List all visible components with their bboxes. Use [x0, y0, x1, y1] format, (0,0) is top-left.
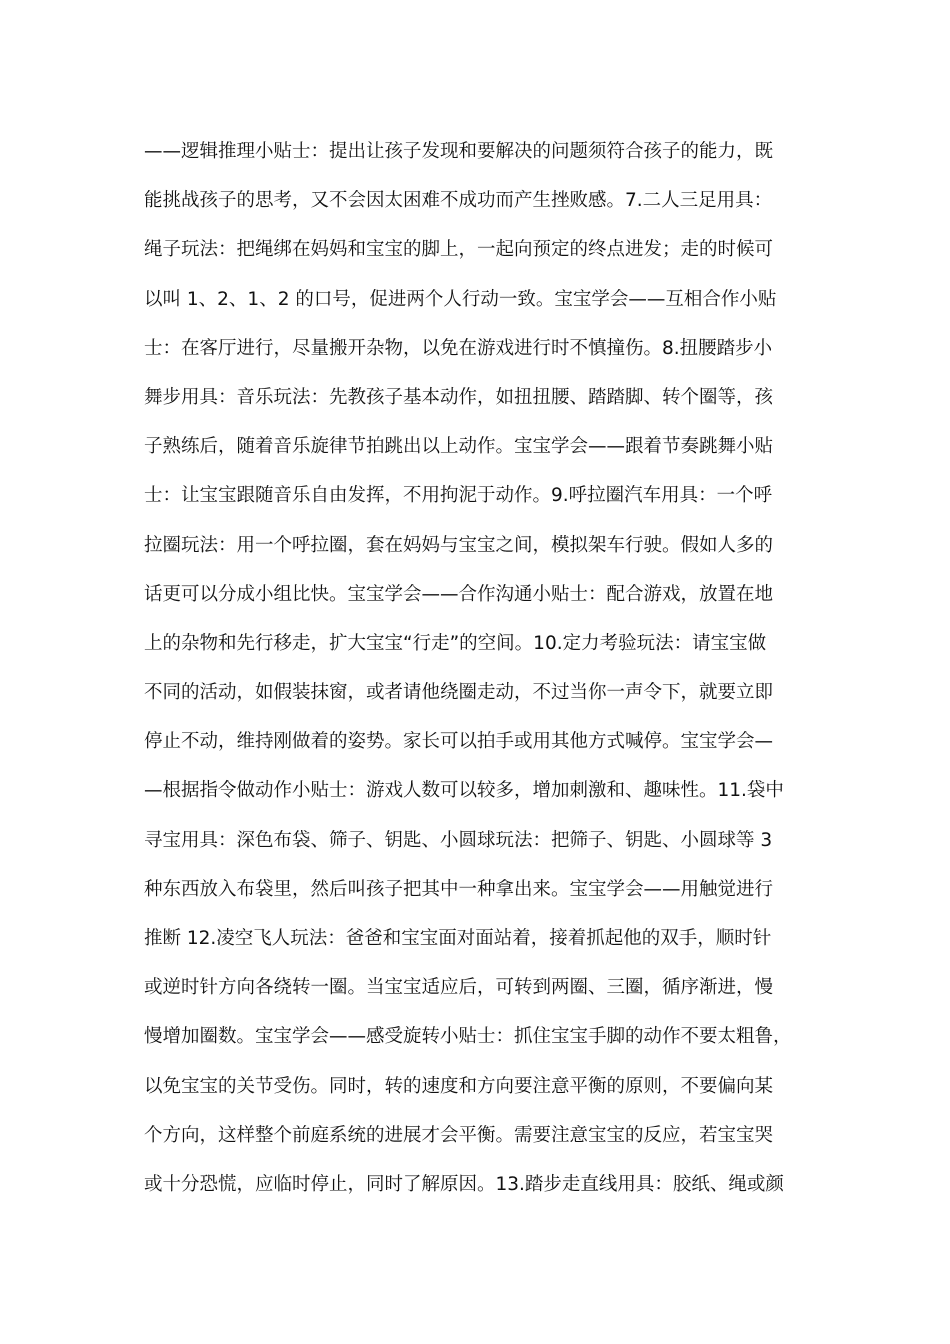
text-line: 能挑战孩子的思考，又不会因太困难不成功而产生挫败感。7.二人三足用具：	[144, 190, 773, 212]
text-line: 士：在客厅进行，尽量搬开杂物，以免在游戏进行时不慎撞伤。8.扭腰踏步小	[144, 337, 773, 359]
text-line: 个方向，这样整个前庭系统的进展才会平衡。需要注意宝宝的反应，若宝宝哭	[144, 1124, 774, 1146]
text-line: ——逻辑推理小贴士：提出让孩子发现和要解决的问题须符合孩子的能力，既	[144, 141, 774, 162]
text-line: 或逆时针方向各绕转一圈。当宝宝适应后，可转到两圈、三圈，循序渐进，慢	[144, 977, 774, 999]
text-line: 停止不动，维持刚做着的姿势。家长可以拍手或用其他方式喊停。宝宝学会—	[144, 731, 774, 753]
text-line: 慢增加圈数。宝宝学会——感受旋转小贴士：抓住宝宝手脚的动作不要太粗鲁，	[144, 1026, 792, 1048]
text-line: 舞步用具：音乐玩法：先教孩子基本动作，如扭扭腰、踏踏脚、转个圈等，孩	[144, 386, 774, 408]
text-line: 推断 12.凌空飞人玩法：爸爸和宝宝面对面站着，接着抓起他的双手，顺时针	[144, 928, 772, 949]
text-line: 寻宝用具：深色布袋、筛子、钥匙、小圆球玩法：把筛子、钥匙、小圆球等 3	[144, 829, 773, 851]
text-line: 子熟练后，随着音乐旋律节拍跳出以上动作。宝宝学会——跟着节奏跳舞小贴	[144, 436, 774, 458]
text-line: 拉圈玩法：用一个呼拉圈，套在妈妈与宝宝之间，模拟架车行驶。假如人多的	[144, 534, 774, 556]
text-line: 以叫 1、2、1、2 的口号，促进两个人行动一致。宝宝学会——互相合作小贴	[144, 288, 777, 310]
text-line: 士：让宝宝跟随音乐自由发挥，不用拘泥于动作。9.呼拉圈汽车用具：一个呼	[144, 485, 773, 507]
text-line: 以免宝宝的关节受伤。同时，转的速度和方向要注意平衡的原则，不要偏向某	[144, 1075, 774, 1097]
text-line: 上的杂物和先行移走，扩大宝宝“行走”的空间。10.定力考验玩法：请宝宝做	[144, 632, 767, 654]
text-line: 不同的活动，如假装抹窗，或者请他绕圈走动，不过当你一声令下，就要立即	[144, 682, 774, 704]
text-line: 绳子玩法：把绳绑在妈妈和宝宝的脚上，一起向预定的终点进发；走的时候可	[144, 239, 774, 261]
text-line: 或十分恐慌，应临时停止，同时了解原因。13.踏步走直线用具：胶纸、绳或颜	[144, 1173, 784, 1195]
body-text	[144, 133, 814, 1215]
text-line: 种东西放入布袋里，然后叫孩子把其中一种拿出来。宝宝学会——用触觉进行	[144, 878, 774, 900]
text-line: 话更可以分成小组比快。宝宝学会——合作沟通小贴士：配合游戏，放置在地	[144, 583, 774, 605]
text-line: —根据指令做动作小贴士：游戏人数可以较多，增加刺激和、趣味性。11.袋中	[144, 780, 784, 802]
